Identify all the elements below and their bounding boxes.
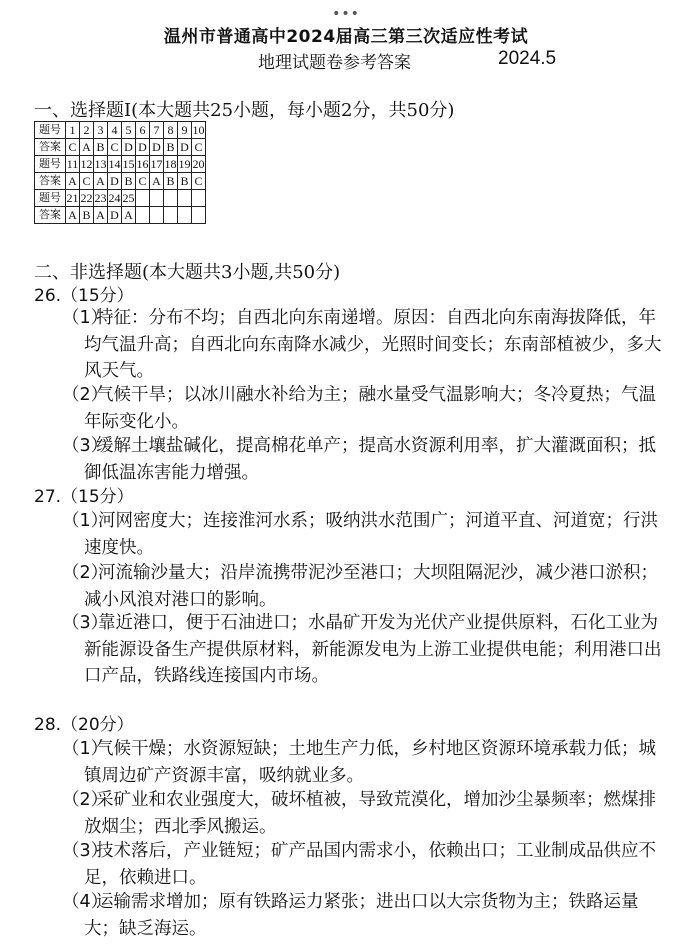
answer-item [62, 382, 670, 435]
answer-cell [192, 207, 206, 224]
answer-cell: 13 [94, 157, 107, 171]
answer-cell: C [80, 173, 94, 190]
question-27-head: 27.（15分） [34, 487, 134, 507]
answer-item [62, 889, 670, 942]
item-text: 气候干燥；水资源短缺；土地生产力低，乡村地区资源环境承载力低；城镇周边矿产资源丰富，吸纳就业多。 [84, 739, 656, 786]
answer-table-row [35, 173, 206, 190]
item-number: （2） [62, 790, 109, 810]
answer-cell: 17 [150, 157, 163, 171]
answer-cell: D [150, 139, 164, 156]
item-number: （4） [62, 892, 109, 912]
row-label: 题号 [35, 122, 66, 139]
answer-cell: A [80, 139, 94, 156]
item-text: 靠近港口，便于石油进口；水晶矿开发为光伏产业提供原料，石化工业为新能源设备生产提供原材料，新能源发电为上游工业提供电能；利用港口出口产品，铁路线连接国内市场。 [84, 613, 662, 686]
item-number: （1） [62, 511, 109, 531]
answer-table-row [35, 190, 206, 207]
item-number: （2） [62, 385, 109, 405]
answer-cell: D [122, 139, 136, 156]
answer-cell: 6 [136, 122, 150, 139]
answer-cell: 21 [66, 191, 79, 205]
answer-cell: 8 [164, 122, 178, 139]
answer-cell: 2 [80, 122, 94, 139]
answer-item [62, 433, 670, 486]
row-label: 答案 [35, 173, 66, 190]
answer-cell [164, 190, 178, 207]
page-title: 温州市普通高中2024届高三第三次适应性考试 [163, 27, 529, 47]
question-28-head: 28.（20分） [34, 715, 134, 735]
item-text: 河流输沙量大；沿岸流携带泥沙至港口；大坝阻隔泥沙，减少港口淤积；减小风浪对港口的影响。 [84, 563, 658, 610]
answer-table-row [35, 139, 206, 156]
answer-cell: D [136, 139, 150, 156]
answer-table-row [35, 156, 206, 173]
answer-cell: C [66, 139, 80, 156]
answer-cell: D [108, 173, 122, 190]
answer-item [62, 736, 670, 789]
item-text: 技术落后，产业链短；矿产品国内需求小，依赖出口；工业制成品供应不足，依赖进口。 [84, 841, 656, 888]
answer-cell: 4 [108, 122, 122, 139]
answer-cell: 25 [122, 191, 135, 205]
answer-table-row [35, 207, 206, 224]
answer-item [62, 305, 670, 385]
answer-item [62, 508, 670, 561]
answer-cell: 23 [94, 191, 107, 205]
answer-cell: A [66, 207, 80, 224]
item-text: 缓解土壤盐碱化，提高棉花单产；提高水资源利用率，扩大灌溉面积；抵御低温冻害能力增强。 [84, 436, 656, 483]
answer-cell: B [164, 173, 178, 190]
answer-table-row [35, 122, 206, 139]
answer-cell [136, 207, 150, 224]
answer-cell: C [192, 139, 206, 156]
answer-item [62, 610, 670, 690]
item-number: （1） [62, 308, 109, 328]
answer-cell: 15 [122, 157, 135, 171]
answer-cell: 12 [80, 157, 93, 171]
answer-cell: B [80, 207, 94, 224]
answer-cell: 7 [150, 122, 164, 139]
answer-cell [178, 190, 192, 207]
answer-cell: B [94, 139, 108, 156]
answer-cell [178, 207, 192, 224]
item-text: 气候干旱；以冰川融水补给为主；融水量受气温影响大；冬冷夏热；气温年际变化小。 [84, 385, 656, 432]
answer-item [62, 560, 670, 613]
answer-cell: A [122, 207, 136, 224]
answer-cell: 5 [122, 122, 136, 139]
row-label: 答案 [35, 207, 66, 224]
answer-cell: D [108, 207, 122, 224]
answer-cell: A [150, 173, 164, 190]
item-number: （3） [62, 436, 109, 456]
item-text: 河网密度大；连接淮河水系；吸纳洪水范围广；河道平直、河道宽；行洪速度快。 [84, 511, 658, 558]
answer-cell: C [136, 173, 150, 190]
answer-cell: D [178, 139, 192, 156]
section-heading-choice: 一、选择题I(本大题共25小题，每小题2分，共50分) [34, 100, 455, 121]
answer-cell: A [94, 207, 108, 224]
answer-cell: C [192, 173, 206, 190]
answer-cell: C [108, 139, 122, 156]
answer-table [34, 121, 206, 224]
row-label: 题号 [35, 156, 66, 173]
exam-date: 2024.5 [498, 48, 557, 69]
question-26-head: 26.（15分） [34, 286, 134, 306]
row-label: 答案 [35, 139, 66, 156]
answer-cell: 20 [192, 157, 205, 171]
item-number: （1） [62, 739, 109, 759]
answer-item [62, 787, 670, 840]
item-text: 采矿业和农业强度大，破坏植被，导致荒漠化，增加沙尘暴频率；燃煤排放烟尘；西北季风搬运。 [84, 790, 656, 837]
answer-item [62, 838, 670, 891]
answer-cell: 18 [164, 157, 177, 171]
answer-cell: 14 [108, 157, 121, 171]
row-label: 题号 [35, 190, 66, 207]
answer-cell: 3 [94, 122, 108, 139]
answer-cell: B [178, 173, 192, 190]
answer-cell [136, 190, 150, 207]
answer-cell: 10 [192, 123, 205, 137]
item-text: 运输需求增加；原有铁路运力紧张；进出口以大宗货物为主；铁路运量大；缺乏海运。 [84, 892, 639, 939]
answer-cell: A [66, 173, 80, 190]
subtitle-text: 地理试题卷参考答案 [258, 53, 411, 73]
answer-cell [192, 190, 206, 207]
menu-dots-icon: ••• [332, 6, 360, 22]
section-heading-nonchoice: 二、非选择题(本大题共3小题,共50分) [34, 262, 341, 283]
item-text: 特征：分布不均；自西北向东南递增。原因：自西北向东南海拔降低，年均气温升高；自西北向东南降水减少，光照时间变长；东南部植被少，多大风天气。 [84, 308, 662, 381]
answer-cell [150, 207, 164, 224]
item-number: （3） [62, 613, 109, 633]
answer-cell: 24 [108, 191, 121, 205]
item-number: （2） [62, 563, 109, 583]
answer-cell: 19 [178, 157, 191, 171]
answer-cell: 16 [136, 157, 149, 171]
answer-cell: 9 [178, 122, 192, 139]
answer-cell [150, 190, 164, 207]
answer-cell: A [94, 173, 108, 190]
answer-cell: B [164, 139, 178, 156]
answer-cell [164, 207, 178, 224]
answer-cell: 11 [66, 157, 79, 171]
answer-cell: 1 [66, 122, 80, 139]
answer-cell: B [122, 173, 136, 190]
answer-cell: 22 [80, 191, 93, 205]
item-number: （3） [62, 841, 109, 861]
